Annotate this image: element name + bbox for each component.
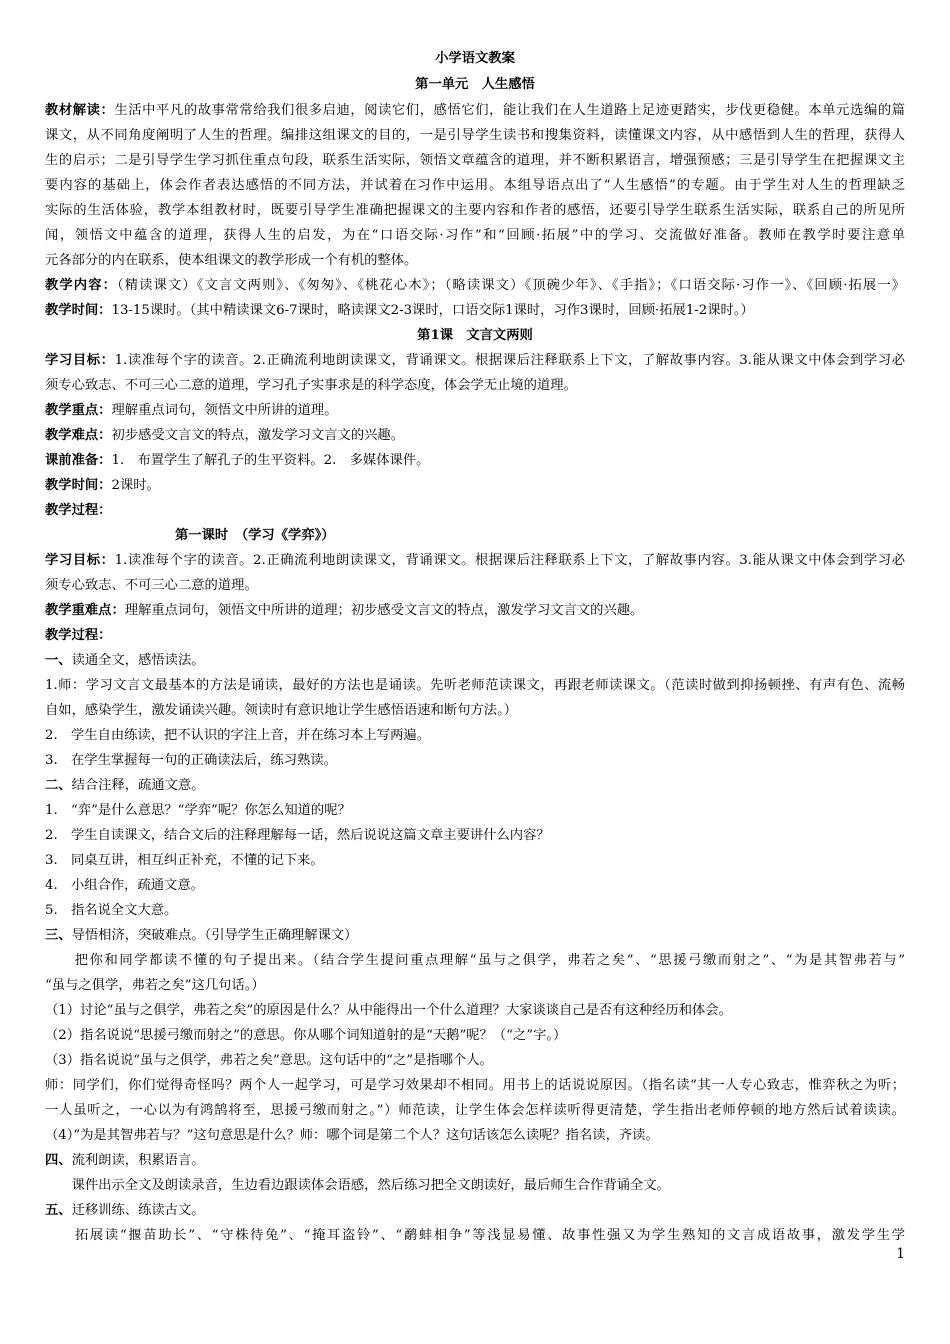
body-line: （2）指名说说“思援弓缴而射之”的意思。你从哪个词知道射的是“天鹅”呢？（“之”字。） <box>45 1028 567 1043</box>
material-intro-line: 要内容的基础上，体会作者表达感悟的不同方法，并试着在习作中运用。本组导语点出了“人生感悟”的专题。由于学生对人生的哲理缺乏 <box>45 178 905 193</box>
page-number: 1 <box>896 1246 905 1262</box>
body-line: 自如，感染学生，激发诵读兴趣。领读时有意识地让学生感悟语速和断句方法。） <box>45 703 518 718</box>
learning-goal-line: 学习目标：1.读准每个字的读音。2.正确流利地朗读课文，背诵课文。根据课后注释联系上下文，了解故事内容。3.能从课文中体会到学习必 <box>45 353 906 368</box>
body-line: 5. 指名说全文大意。 <box>45 903 178 918</box>
material-intro-line: 课文，从不同角度阐明了人生的哲理。编排这组课文的目的，一是引导学生读书和搜集资料，读懂课文内容，从中感悟到人生的哲理，获得人 <box>45 128 905 143</box>
body-line: 4. 小组合作，疏通文意。 <box>45 878 204 893</box>
document-title: 小学语文教案 <box>435 51 515 66</box>
body-line: 把你和同学都读不懂的句子提出来。（结合学生提问重点理解“虽与之俱学，弗若之矣”、“思援弓缴而射之”、“为是其智弗若与” <box>45 953 905 968</box>
body-line: 一人虽听之，一心以为有鸿鹄将至，思援弓缴而射之。”）师范读，让学生体会怎样读听得更清楚，学生指出老师停顿的地方然后试着读读。 <box>45 1103 905 1118</box>
material-intro-line: 元各部分的内在联系，使本组课文的教学形成一个有机的整体。 <box>45 253 418 268</box>
body-line: “虽与之俱学，弗若之矣”这几句话。） <box>45 978 265 993</box>
material-intro-line: 闻，领悟文中蕴含的道理，获得人生的启发，为在“口语交际·习作”和“回顾·拓展”中的学习、交流做好准备。教师在教学时要注意单 <box>45 228 905 243</box>
lesson-title: 第1课 文言文两则 <box>417 328 533 343</box>
teaching-time-line: 教学时间：13-15课时。（其中精读课文6-7课时，略读课文2-3课时，口语交际1课时，习作3课时，回顾·拓展1-2课时。） <box>45 303 754 318</box>
section-heading: 五、迁移训练、练读古文。 <box>45 1203 205 1218</box>
key-difficulty-line: 教学重难点：理解重点词句，领悟文中所讲的道理；初步感受文言文的特点，激发学习文言文的兴趣。 <box>45 603 644 618</box>
section-heading: 四、流利朗读，积累语言。 <box>45 1153 205 1168</box>
teaching-focus-line: 教学重点：理解重点词句，领悟文中所讲的道理。 <box>45 403 338 418</box>
learning-goal-line: 须专心致志、不可三心二意的道理，学习孔子实事求是的科学态度，体会学无止境的道理。 <box>45 378 577 393</box>
section-heading: 一、读通全文，感悟读法。 <box>45 653 205 668</box>
section-heading: 二、结合注释，疏通文意。 <box>45 778 205 793</box>
first-period-heading: 第一课时 （学习《学弈》） <box>175 528 335 543</box>
body-line: （3）指名说说“虽与之俱学，弗若之矣”意思。这句话中的“之”是指哪个人。 <box>45 1053 493 1068</box>
body-line: 2. 学生自读课文，结合文后的注释理解每一话，然后说说这篇文章主要讲什么内容？ <box>45 828 550 843</box>
body-line: 1. “弈”是什么意思？“学弈”呢？你怎么知道的呢？ <box>45 803 351 818</box>
learning-goal-line: 须专心致志、不可三心二意的道理。 <box>45 578 258 593</box>
material-intro-line: 实际的生活体验，教学本组教材时，既要引导学生准确把握课文的主要内容和作者的感悟，还要引导学生联系生活实际，联系自己的所见所 <box>45 203 905 218</box>
body-line: 3. 在学生掌握每一句的正确读法后，练习熟读。 <box>45 753 337 768</box>
body-line: 师：同学们，你们觉得奇怪吗？两个人一起学习，可是学习效果却不相同。用书上的话说说原因。（指名读“其一人专心致志，惟弈秋之为听； <box>45 1078 905 1093</box>
teaching-process-heading: 教学过程： <box>45 503 112 518</box>
unit-title: 第一单元 人生感悟 <box>415 77 535 92</box>
preparation-line: 课前准备：1. 布置学生了解孔子的生平资料。2. 多媒体课件。 <box>45 453 430 468</box>
body-line: 2. 学生自由练读，把不认识的字注上音，并在练习本上写两遍。 <box>45 728 430 743</box>
body-line: （1）讨论“虽与之俱学，弗若之矣”的原因是什么？从中能得出一个什么道理？大家谈谈自己是否有这种经历和体会。 <box>45 1003 732 1018</box>
body-line: 拓展读“揠苗助长”、“守株待兔”、“掩耳盗铃”、“鹬蚌相争”等浅显易懂、故事性强又为学生熟知的文言成语故事，激发学生学 <box>45 1228 905 1243</box>
teaching-content-line: 教学内容：（精读课文）《文言文两则》、《匆匆》、《桃花心木》；（略读课文）《顶碗少年》、《手指》；《口语交际·习作一》、《回顾·拓展一》 <box>45 278 906 293</box>
teaching-time-line: 教学时间：2课时。 <box>45 478 160 493</box>
body-line: 3. 同桌互讲，相互纠正补充，不懂的记下来。 <box>45 853 324 868</box>
material-intro-line: 生的启示；二是引导学生学习抓住重点句段，联系生活实际，领悟文章蕴含的道理，并不断积累语言，增强预感；三是引导学生在把握课文主 <box>45 153 905 168</box>
learning-goal-line: 学习目标：1.读准每个字的读音。2.正确流利地朗读课文，背诵课文。根据课后注释联系上下文，了解故事内容。3.能从课文中体会到学习必 <box>45 553 906 568</box>
body-line: （4）”为是其智弗若与？”这句意思是什么？师：哪个词是第二个人？这句话该怎么读呢？指名读，齐读。 <box>45 1128 659 1143</box>
body-line: 课件出示全文及朗读录音，生边看边跟读体会语感，然后练习把全文朗读好，最后师生合作背诵全文。 <box>45 1178 670 1193</box>
body-line: 1.师：学习文言文最基本的方法是诵读，最好的方法也是诵读。先听老师范读课文，再跟老师读课文。（范读时做到抑扬顿挫、有声有色、流畅 <box>45 678 905 693</box>
teaching-difficulty-line: 教学难点：初步感受文言文的特点，激发学习文言文的兴趣。 <box>45 428 405 443</box>
teaching-process-heading: 教学过程： <box>45 628 112 643</box>
section-heading: 三、导悟相济，突破难点。（引导学生正确理解课文） <box>45 928 358 943</box>
material-intro-line: 教材解读：生活中平凡的故事常常给我们很多启迪，阅读它们，感悟它们，能让我们在人生道路上足迹更踏实，步伐更稳健。本单元选编的篇 <box>45 103 906 118</box>
